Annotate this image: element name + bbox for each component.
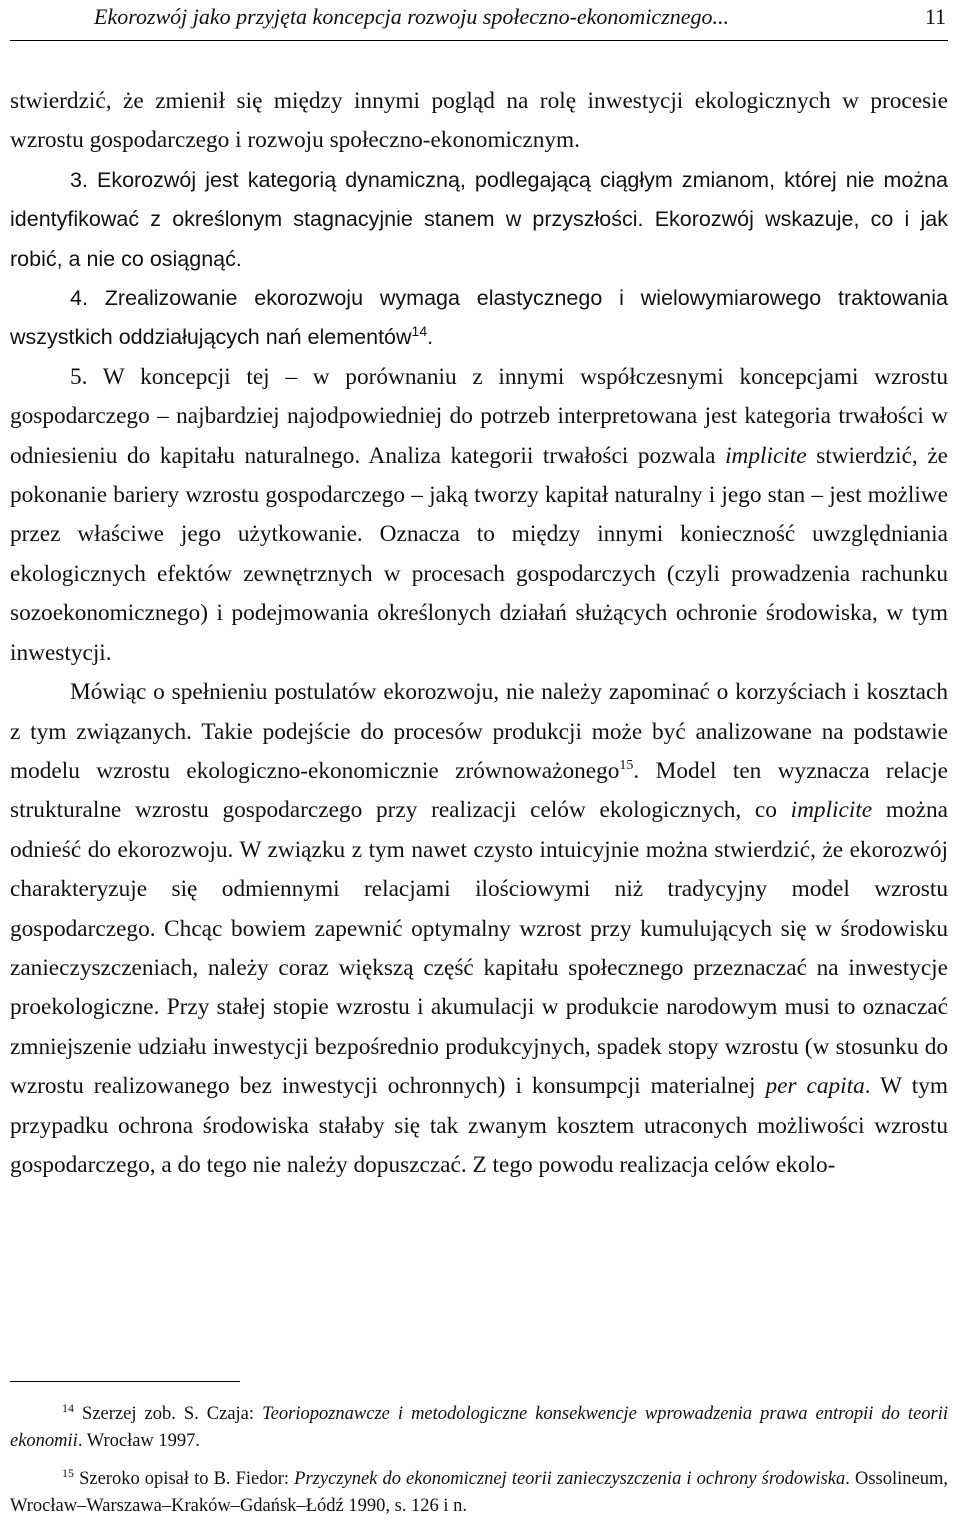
list-item-3: 3. Ekorozwój jest kategorią dynamiczną, podlegającą ciągłym zmianom, której nie można identyfikować z określonym stagnacyjnie stanem w przyszłości. Ekorozwój wskazuje, co i jak robić, a nie co osiągnąć. [10,167,948,271]
page-number: 11 [924,4,946,29]
cited-title-15: Przyczynek do ekonomicznej teorii zanieczyszczenia i ochrony środowiska [294,1469,846,1489]
footnote-number-15: 15 [62,1465,74,1480]
paragraph-continued: stwierdzić, że zmienił się między innymi pogląd na rolę inwestycji ekologicznych w procesie wzrostu gospodarczego i rozwoju społeczno-ekonomicznym. [10,88,948,154]
running-header [10,0,948,41]
footnote-separator [10,1381,240,1382]
list-item-4: 4. Zrealizowanie ekorozwoju wymaga elastycznego i wielowymiarowego traktowania wszystkich oddziałujących nań elementów$^{14}$. [10,286,948,350]
list-item-5: 5. W koncepcji tej – w porównaniu z innymi współczesnymi koncepcjami wzrostu gospodarczego – najbardziej najodpowiedniej do potrzeb interpretowana jest kategoria trwałości w odniesieniu do kapitału naturalnego. Analiza kategorii trwałości pozwala implicite stwierdzić, że pokonanie bariery wzrostu gospodarczego – jaką tworzy kapitał naturalny i jego stan – jest możliwe przez właściwe jego użytkowanie. Oznacza to między innymi konieczność uwzględniania ekologicznych efektów zewnętrznych w procesach gospodarczych (czyli prowadzenia rachunku sozoekonomicznego) i podejmowania określonych działań służących ochronie środowiska, w tym inwestycji. [10,363,948,666]
main-text [10,82,948,1185]
cited-title-14: Teoriopoznawcze i metodologiczne konsekwencje wprowadzenia prawa entropii do teorii ekonomii [10,1404,949,1451]
paragraph-ekorozwoj-costs: Mówiąc o spełnieniu postulatów ekorozwoju, nie należy zapominać o korzyściach i kosztach z tym związanych. Takie podejście do procesów produkcji może być analizowane na podstawie modelu wzrostu ekologiczno-ekonomicznie zrównoważonego$^{15}$. Model ten wyznacza relacje strukturalne wzrostu gospodarczego przy realizacji celów ekologicznych, co implicite można odnieść do ekorozwoju. W związku z tym nawet czysto intuicyjnie można stwierdzić, że ekorozwój charakteryzuje się odmiennymi relacjami ilościowymi niż tradycyjny model wzrostu gospodarczego. Chcąc bowiem zapewnić optymalny wzrost przy kumulujących się w środowisku zanieczyszczeniach, należy coraz większą część kapitału społecznego przeznaczać na inwestycje proekologiczne. Przy stałej stopie wzrostu i akumulacji w produkcie narodowym musi to oznaczać zmniejszenie udziału inwestycji bezpośrednio produkcyjnych, spadek stopy wzrostu (w stosunku do wzrostu realizowanego bez inwestycji ochronnych) i konsumpcji materialnej per capita. W tym przypadku ochrona środowiska stałaby się tak zwanym kosztem utraconych możliwości wzrostu gospodarczego, a do tego nie należy dopuszczać. Z tego powodu realizacja celów ekolo- [10,679,949,1178]
footnote-number-14: 14 [62,1400,74,1415]
footnote-ref-15[interactable]: 15 [619,758,634,774]
footnote-15: $^{15}$ Szeroko opisał to B. Fiedor: Przyczynek do ekonomicznej teorii zanieczyszczenia i ochrony środowiska. Ossolineum, Wrocław–Warszawa–Kraków–Gdańsk–Łódź 1990, s. 126 i n. [10,1465,949,1516]
footnote-14: $^{14}$ Szerzej zob. S. Czaja: Teoriopoznawcze i metodologiczne konsekwencje wprowadzenia prawa entropii do teorii ekonomii. Wrocław 1997. [10,1400,949,1451]
running-title: Ekorozwój jako przyjęta koncepcja rozwoju społeczno-ekonomicznego... [94,4,730,29]
footnote-ref-14[interactable]: 14 [411,323,428,340]
